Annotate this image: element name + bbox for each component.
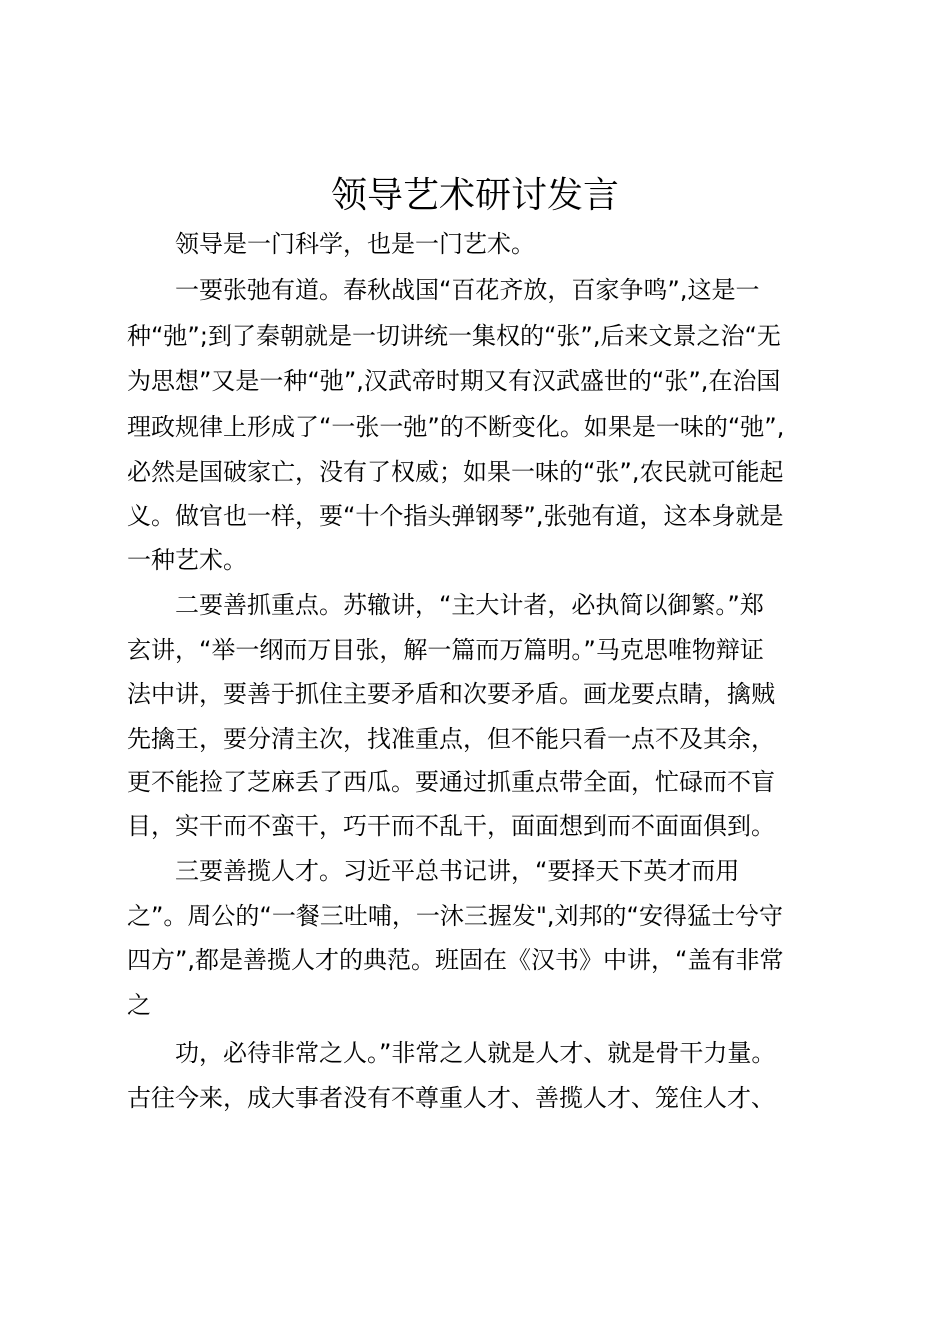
text-line: 二要善抓重点。苏辙讲，“主大计者，必执简以御繁。”郑: [127, 591, 764, 619]
text-line: 三要善揽人才。习近平总书记讲，“要择天下英才而用: [127, 857, 740, 885]
text-line: 更不能捡了芝麻丢了西瓜。要通过抓重点带全面，忙碌而不盲: [127, 768, 775, 796]
text-line: 之”。周公的“一餐三吐哺，一沐三握发",刘邦的“安得猛士兮守: [127, 902, 783, 930]
text-line: 必然是国破家亡，没有了权威；如果一味的“张”,农民就可能起: [127, 458, 784, 486]
text-line: 目，实干而不蛮干，巧干而不乱干，面面想到而不面面俱到。: [127, 812, 775, 840]
text-line: 一要张弛有道。春秋战国“百花齐放，百家争鸣”,这是一: [127, 276, 760, 304]
text-line: 先擒王，要分清主次，找准重点，但不能只看一点不及其余，: [127, 725, 775, 753]
text-line: 种“弛”;到了秦朝就是一切讲统一集权的“张”,后来文景之治“无: [127, 322, 781, 350]
text-line: 四方”,都是善揽人才的典范。班固在《汉书》中讲，“盖有非常: [127, 946, 784, 974]
text-line: 理政规律上形成了“一张一弛”的不断变化。如果是一味的“弛”,: [127, 413, 785, 441]
text-line: 义。做官也一样，要“十个指头弹钢琴”,张弛有道，这本身就是: [127, 502, 784, 530]
text-line: 为思想”又是一种“弛”,汉武帝时期又有汉武盛世的“张”,在治国: [127, 367, 781, 395]
text-line: 古往今来，成大事者没有不尊重人才、善揽人才、笼住人才、: [127, 1084, 775, 1112]
text-line: 之: [127, 991, 151, 1019]
text-line: 一种艺术。: [127, 546, 247, 574]
text-line: 领导是一门科学，也是一门艺术。: [127, 230, 535, 258]
text-line: 法中讲，要善于抓住主要矛盾和次要矛盾。画龙要点睛，擒贼: [127, 680, 775, 708]
document-title: 领导艺术研讨发言: [330, 175, 619, 216]
text-line: 玄讲，“举一纲而万目张，解一篇而万篇明。”马克思唯物辩证: [127, 636, 764, 664]
text-line: 功，必待非常之人。”非常之人就是人才、就是骨干力量。: [127, 1039, 776, 1067]
